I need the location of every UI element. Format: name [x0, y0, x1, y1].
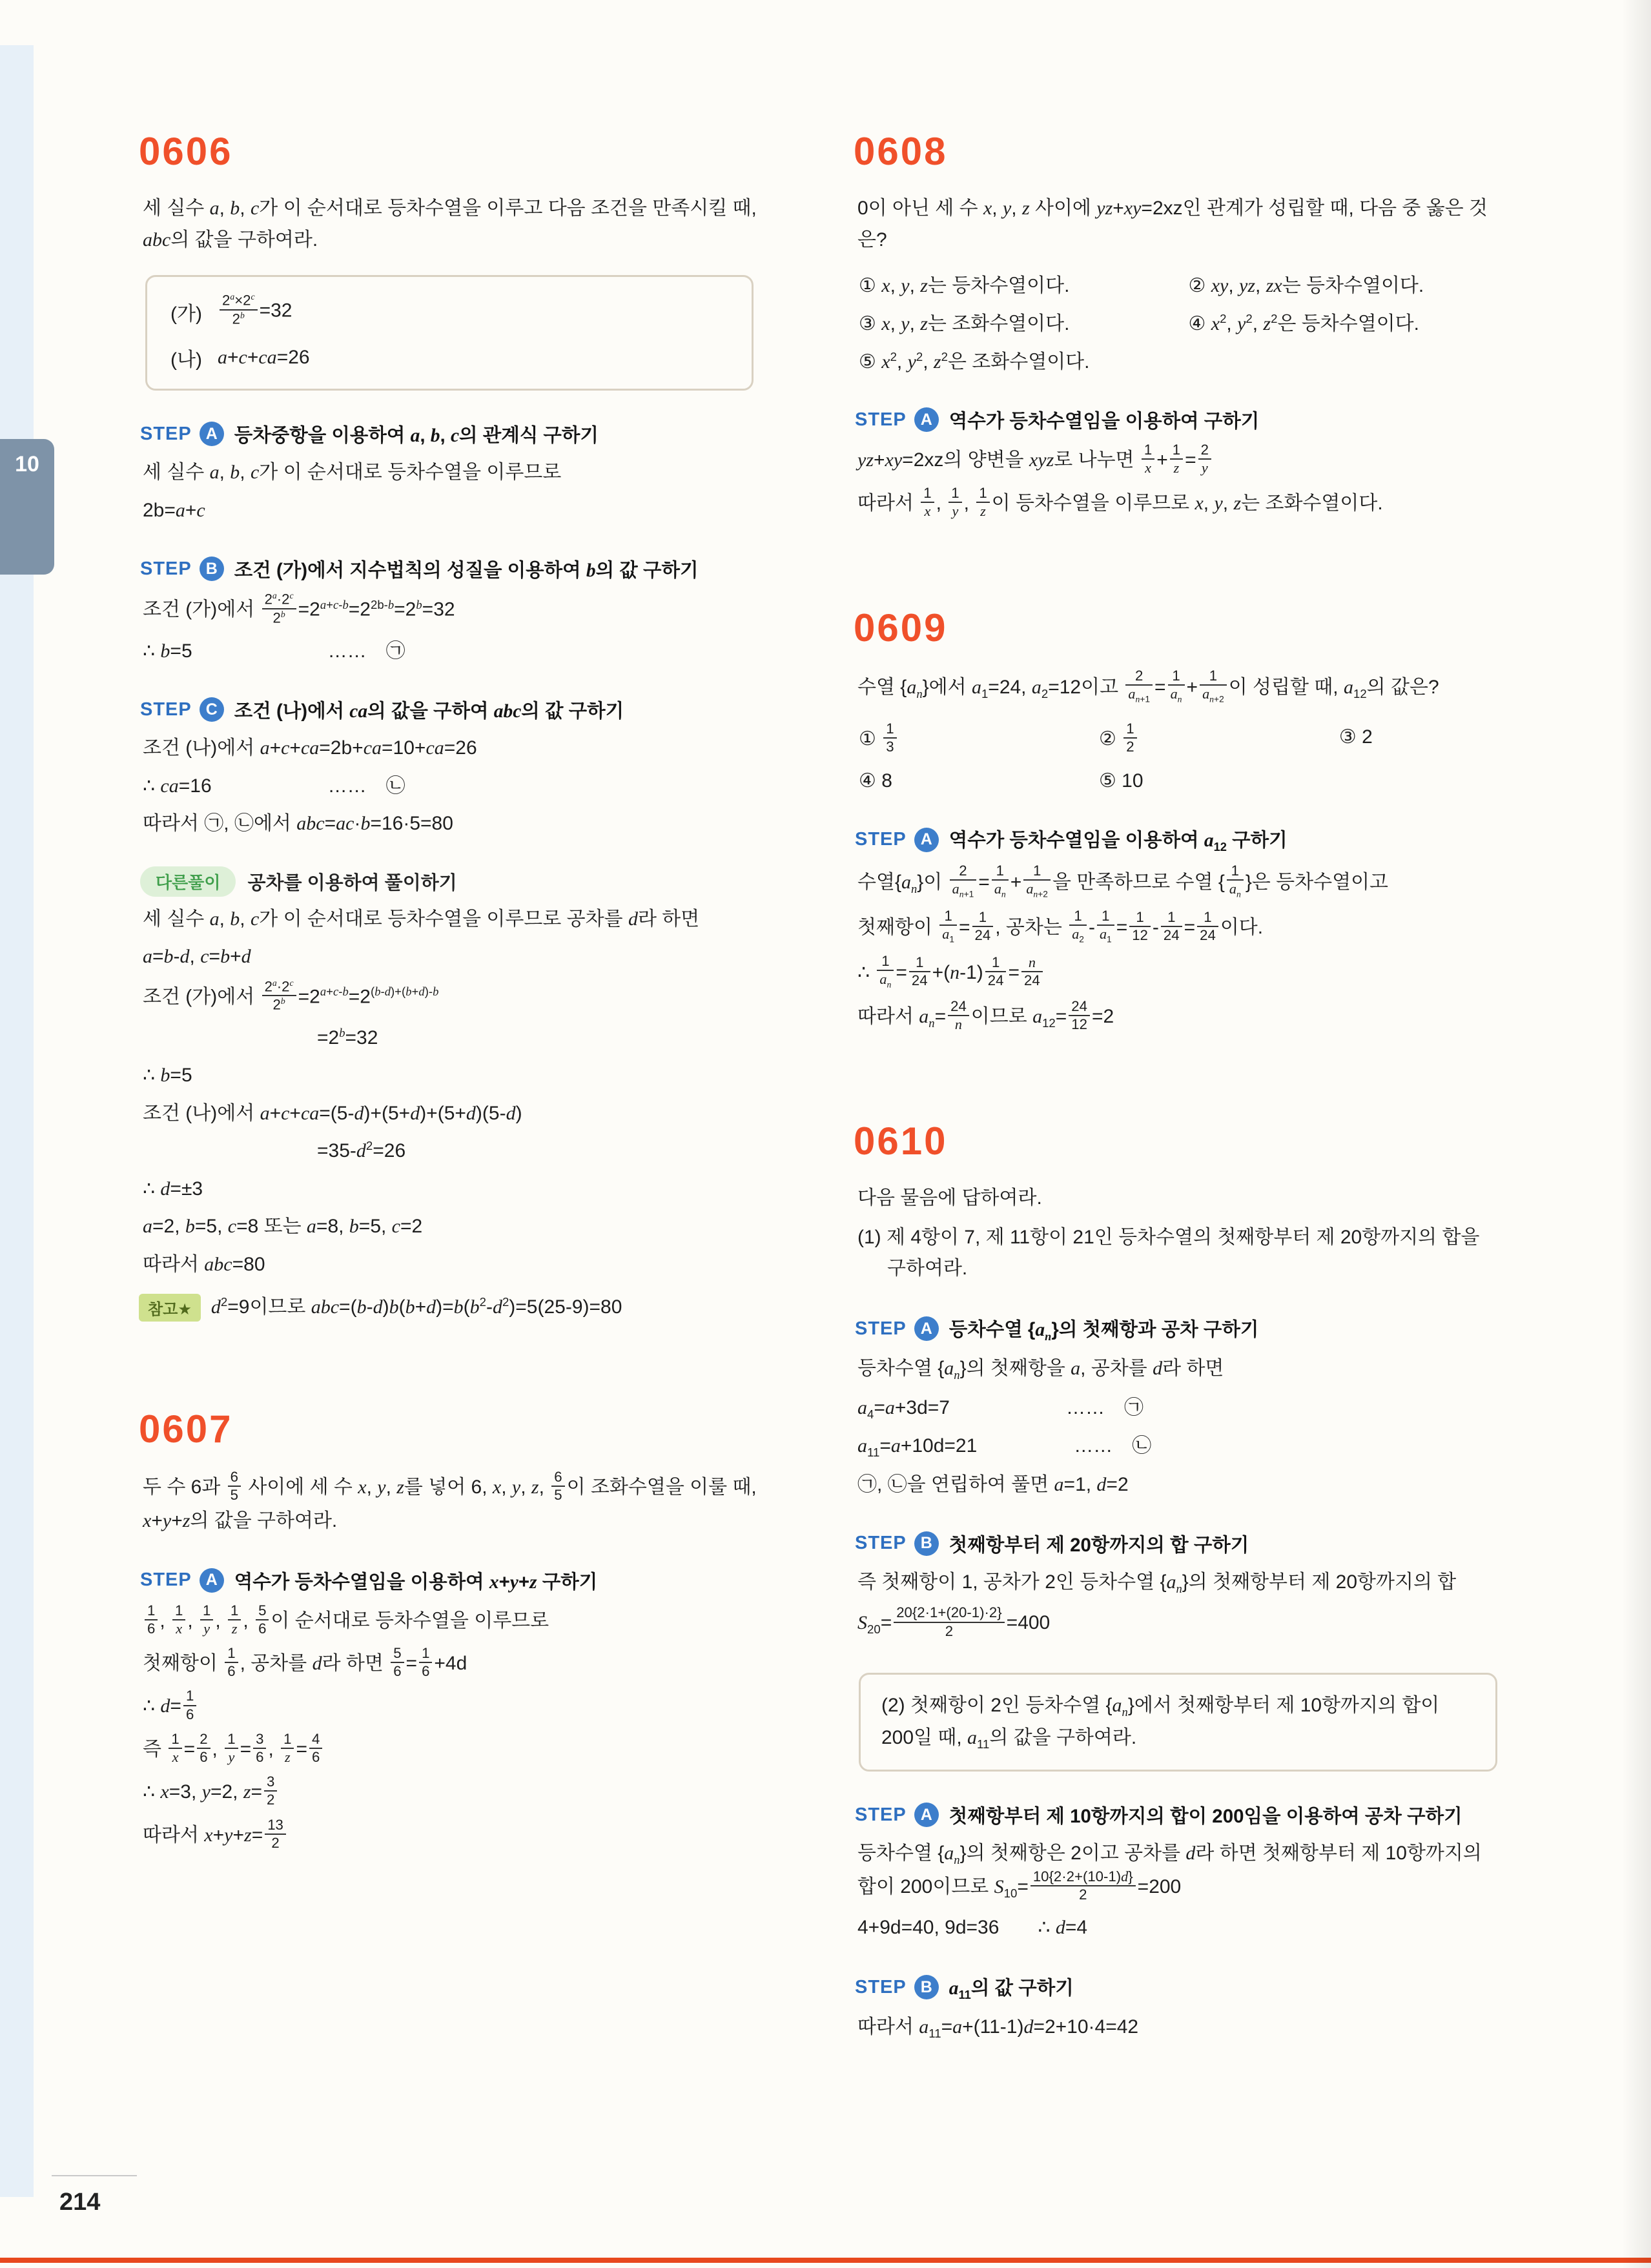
step-solution: [143, 458, 760, 526]
alternate-solution-title: 공차를 이용하여 풀이하기: [247, 872, 457, 894]
solution-line: 조건 (나)에서 a+c+ca=(5-d)+(5+d)+(5+d)(5-d): [143, 1102, 522, 1124]
chapter-tab-label: 10: [15, 452, 39, 476]
choice-item: ④ $x^2$, $y^2$, $z^2$은 등차수열이다.: [1188, 312, 1419, 335]
alternate-solution-badge: 다른풀이: [140, 866, 236, 897]
problem-number: 0606: [139, 130, 233, 173]
step-header: [855, 1801, 1502, 1828]
step-title: $a_{11}$의 값 구하기: [949, 1977, 1074, 2001]
problem-part-2-box: [859, 1673, 1497, 1772]
solution-line: ∴ b=5 …… ㉠: [143, 640, 405, 662]
choice-item: ③ x, y, z는 조화수열이다.: [859, 313, 1070, 335]
solution-line: 세 실수 a, b, c가 이 순서대로 등차수열을 이루므로 공차를 d라 하면: [143, 908, 700, 930]
step-label: STEP: [140, 1569, 192, 1591]
problem-number: 0607: [139, 1407, 233, 1451]
problem-0610: [854, 1119, 1502, 2043]
solution-line: 따라서 abc=80: [143, 1253, 265, 1275]
step-letter-badge: A: [200, 1568, 224, 1593]
choice-item: ② $\frac{1}{2}$: [1099, 722, 1324, 757]
step-solution: [143, 1604, 760, 1854]
step-solution: [143, 593, 760, 666]
solution-line: a=b-d, c=b+d: [143, 946, 251, 967]
solution-line: $a_{11}=a+10d=21$ …… ㉡: [857, 1435, 1152, 1460]
solution-line: yz+xy=2xz의 양변을 xyz로 나누면 $\frac{1}{x}$ + $\frac{1}{z}$ = $\frac{2}{y}$: [857, 444, 1502, 478]
step-header: [855, 825, 1502, 854]
problem-0606: [139, 129, 760, 1323]
problem-statement: 세 실수 a, b, c가 이 순서대로 등차수열을 이루고 다음 조건을 만족시킬 때, abc의 값을 구하여라.: [143, 198, 757, 250]
solution-line: ㉠, ㉡을 연립하여 풀면 a=1, d=2: [857, 1474, 1129, 1496]
step-title: 역수가 등차수열임을 이용하여 구하기: [949, 411, 1260, 433]
condition-formula: $\frac{2^a\times 2^c}{2^b}$ =32: [218, 294, 292, 329]
step-title: 역수가 등차수열임을 이용하여 $a_{12}$ 구하기: [949, 830, 1287, 854]
choice-item: ④ 8: [859, 770, 892, 792]
solution-line: 등차수열 $\{a_n\}$의 첫째항을 a, 공차를 d라 하면: [857, 1357, 1224, 1382]
solution-line: 따라서 x+y+z= $\frac{13}{2}$: [143, 1819, 760, 1854]
solution-line: ∴ b=5: [143, 1065, 192, 1087]
page-number-rule: [52, 2175, 137, 2176]
solution-line: 따라서 $\frac{1}{x}$ , $\frac{1}{y}$ , $\frac{1}{z}$ 이 등차수열을 이루므로 x, y, z는 조화수열이다.: [857, 484, 1383, 519]
step-label: STEP: [855, 1318, 907, 1339]
solution-line: 따라서 ㉠, ㉡에서 abc=ac·b=16·5=80: [143, 813, 453, 834]
condition-label: (가): [170, 303, 202, 325]
step-solution: [857, 444, 1502, 522]
column-left: [139, 129, 760, 2050]
step-label: STEP: [855, 829, 907, 850]
solution-line: ∴ x=3, y=2, z= $\frac{3}{2}$: [143, 1775, 760, 1810]
choice-item: ⑤ 10: [1098, 770, 1143, 792]
step-header: [855, 1530, 1502, 1557]
problem-statement: 두 수 6과 $\frac{6}{5}$ 사이에 세 수 x, y, z를 넣어 6, x, y, z, $\frac{6}{5}$ 이 조화수열을 이룰 때, x+y+z의 값을 구하여라.: [143, 1468, 757, 1532]
step-title: 조건 (가)에서 지수법칙의 성질을 이용하여 b의 값 구하기: [234, 560, 699, 582]
column-right: [854, 129, 1502, 2050]
solution-line: 조건 (가)에서 $\frac{2^a\cdot 2^c}{2^b}$ $=2^{a+c-b}=2^{(b-d)+(b+d)-b}$: [143, 977, 439, 1013]
problem-statement: 수열 $\{a_n\}$에서 $a_1=24$, $a_2=12$이고 $\frac{2}{a_{n+1}}$ = $\frac{1}{a_n}$ + $\frac{1}{a_{n+2}}$ 이 성립할 때, $a_{12}$의 값은?: [857, 667, 1439, 704]
solution-line: 4+9d=40, 9d=36 ∴ d=4: [857, 1917, 1088, 1939]
problem-statement: 0이 아닌 세 수 x, y, z 사이에 yz+xy=2xz인 관계가 성립할 때, 다음 중 옳은 것은?: [857, 198, 1488, 250]
solution-line: 따라서 $a_n=$ $\frac{24}{n}$ 이므로 $a_{12}=$ $\frac{24}{12}$ =2: [857, 997, 1114, 1032]
solution-line: 즉 $\frac{1}{x}$ = $\frac{2}{6}$ , $\frac{1}{y}$ = $\frac{3}{6}$ , $\frac{1}{z}$ = $\frac{4}{6}$: [143, 1733, 760, 1768]
solution-line: 조건 (나)에서 a+c+ca=2b+ca=10+ca=26: [143, 737, 477, 759]
solution-line: $a_4=a+3d=7$ …… ㉠: [857, 1396, 1143, 1421]
problem-0607: [139, 1407, 760, 1854]
solution-line: $S_{20}=$ $\frac{20\{2\cdot 1+(20-1)\cdot 2\}}{2}$ =400: [857, 1604, 1051, 1639]
solution-line: $=2^b=32$: [143, 1026, 378, 1048]
problem-0608: [854, 129, 1502, 522]
solution-line: 등차수열 $\{a_n\}$의 첫째항은 2이고 공차를 d라 하면 첫째항부터 제 10항까지의 합이 200이므로 $S_{10}=$ $\frac{10\{2\cdot 2+(10-1)d\}}{2}$ =200: [857, 1843, 1482, 1903]
condition-box: [145, 275, 754, 391]
solution-line: 조건 (가)에서 $\frac{2^a\cdot 2^c}{2^b}$ $=2^{a+c-b}=2^{2b-b}=2^b=32$: [143, 591, 455, 626]
problem-0609: [854, 606, 1502, 1035]
step-title: 첫째항부터 제 10항까지의 합이 200임을 이용하여 공차 구하기: [949, 1806, 1462, 1828]
solution-line: ∴ $\frac{1}{a_n}$ = $\frac{1}{24}$ +(n-1) $\frac{1}{24}$ = $\frac{n}{24}$: [857, 955, 1502, 992]
condition-line: [170, 294, 728, 329]
step-letter-badge: A: [914, 407, 939, 432]
step-letter-badge: B: [200, 557, 224, 581]
step-header: [855, 1314, 1502, 1343]
step-letter-badge: A: [914, 828, 939, 852]
choice-item: ① $\frac{1}{3}$: [859, 722, 1083, 757]
page-number: 214: [59, 2189, 101, 2216]
step-solution: [857, 1354, 1502, 1500]
step-title: 첫째항부터 제 20항까지의 합 구하기: [949, 1534, 1249, 1556]
solution-line: 첫째항이 $\frac{1}{a_1}$ = $\frac{1}{24}$ , 공차는 $\frac{1}{a_2}$ - $\frac{1}{a_1}$ = $\frac{1}{12}$ - $\frac{1}{24}$ = $\frac{1}{24}$ 이다.: [857, 907, 1264, 945]
step-title: 등차수열 $\{a_n\}$의 첫째항과 공차 구하기: [949, 1318, 1259, 1343]
step-header: [855, 1973, 1502, 2002]
step-label: STEP: [855, 1804, 907, 1825]
solution-line: ∴ d= $\frac{1}{6}$: [143, 1690, 760, 1724]
step-label: STEP: [855, 409, 907, 430]
choice-item: ② xy, yz, zx는 등차수열이다.: [1188, 275, 1424, 297]
step-solution: [857, 1839, 1502, 1943]
step-title: 역수가 등차수열임을 이용하여 x+y+z 구하기: [234, 1571, 598, 1593]
problem-part-2: (2) 첫째항이 2인 등차수열 $\{a_n\}$에서 첫째항부터 제 10항까지의 합이 200일 때, $a_{11}$의 값을 구하여라.: [881, 1694, 1440, 1751]
reference-text: $d^2=9$이므로 $abc=(b-d)b(b+d)=b(b^2-d^2)=5(25-9)=80$: [210, 1295, 622, 1318]
reference-note: [139, 1291, 760, 1323]
step-header: [140, 555, 760, 582]
problem-number: 0608: [854, 130, 948, 173]
step-header: [140, 420, 760, 447]
choice-item: ③ 2: [1338, 726, 1373, 748]
step-title: 조건 (나)에서 ca의 값을 구하여 abc의 값 구하기: [234, 700, 624, 722]
reference-badge: 참고★: [139, 1294, 201, 1322]
problem-number: 0610: [854, 1119, 948, 1163]
step-label: STEP: [855, 1533, 907, 1554]
step-letter-badge: B: [914, 1975, 939, 1999]
condition-formula: a+c+ca=26: [217, 347, 310, 369]
solution-line: $\frac{1}{6}$ , $\frac{1}{x}$ , $\frac{1}{y}$ , $\frac{1}{z}$ , $\frac{5}{6}$ 이 순서대로 등차수열을 이루므로: [143, 1604, 760, 1639]
step-letter-badge: A: [914, 1803, 939, 1827]
choice-list: [859, 722, 1502, 795]
solution-line: 2b=a+c: [143, 499, 205, 521]
solution-line: 세 실수 a, b, c가 이 순서대로 등차수열을 이루므로: [143, 462, 562, 484]
solution-line: a=2, b=5, c=8 또는 a=8, b=5, c=2: [143, 1216, 423, 1238]
step-letter-badge: A: [200, 422, 224, 446]
step-solution: [857, 1568, 1502, 1642]
step-solution: [857, 2012, 1502, 2043]
step-label: STEP: [855, 1976, 907, 1997]
step-solution: [143, 733, 760, 839]
solution-line: ∴ ca=16 …… ㉡: [143, 775, 405, 797]
step-label: STEP: [140, 699, 192, 720]
choice-list: [859, 271, 1502, 376]
solution-line: 첫째항이 $\frac{1}{6}$ , 공차를 d라 하면 $\frac{5}{6}$ = $\frac{1}{6}$ +4d: [143, 1645, 467, 1680]
choice-item: ⑤ $x^2$, $y^2$, $z^2$은 조화수열이다.: [859, 350, 1090, 373]
solution-line: 수열$\{a_n\}$이 $\frac{2}{a_{n+1}}$ = $\frac{1}{a_n}$ + $\frac{1}{a_{n+2}}$ 을 만족하므로 수열 { $\frac{1}{a_n}$ }은 등차수열이고: [857, 863, 1389, 899]
alternate-solution-header: [140, 866, 760, 897]
solution-line: $=35-d^2=26$: [143, 1139, 406, 1162]
problem-part-1: (1) 제 4항이 7, 제 11항이 21인 등차수열의 첫째항부터 제 20항까지의 합을 구하여라.: [857, 1226, 1480, 1280]
condition-label: (나): [170, 349, 202, 371]
step-solution: [857, 864, 1502, 1035]
choice-item: ① x, y, z는 등차수열이다.: [859, 275, 1070, 297]
step-title: 등차중항을 이용하여 a, b, c의 관계식 구하기: [234, 425, 599, 447]
step-letter-badge: C: [200, 697, 224, 722]
step-header: [140, 696, 760, 723]
solution-line: 따라서 $a_{11}=a+(11-1)d=2+10\cdot 4=42$: [857, 2016, 1139, 2040]
step-label: STEP: [140, 558, 192, 579]
page-edge-shade: [1621, 0, 1651, 2268]
solution-line: ∴ d=±3: [143, 1178, 203, 1200]
condition-line: [170, 343, 728, 372]
step-label: STEP: [140, 423, 192, 444]
problem-number: 0609: [854, 606, 948, 649]
step-header: [855, 406, 1502, 433]
alternate-solution-lines: [143, 904, 760, 1280]
bottom-accent-bar: [0, 2258, 1651, 2263]
solution-line: 즉 첫째항이 1, 공차가 2인 등차수열 $\{a_n\}$의 첫째항부터 제 20항까지의 합: [857, 1571, 1457, 1596]
step-header: [140, 1567, 760, 1594]
step-letter-badge: B: [914, 1531, 939, 1556]
step-letter-badge: A: [914, 1316, 939, 1341]
problem-statement: 다음 물음에 답하여라.: [857, 1187, 1042, 1209]
